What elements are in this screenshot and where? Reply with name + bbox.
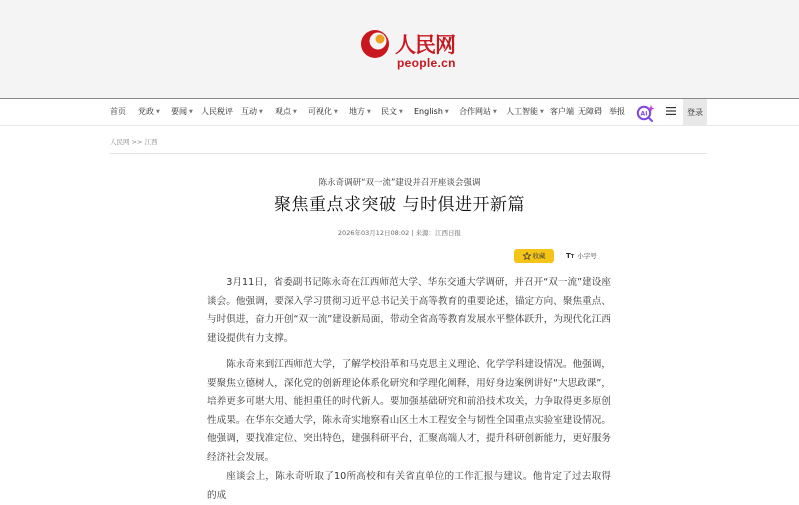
nav-item-partners[interactable] [459, 105, 497, 119]
breadcrumb-section-link[interactable]: 江西 [144, 138, 158, 146]
chevron-down-icon: ▼ [540, 109, 544, 115]
chevron-down-icon: ▼ [156, 109, 160, 115]
logo-swirl-icon [359, 28, 391, 60]
nav-item-interaction[interactable] [241, 105, 263, 119]
main-navigation [0, 98, 799, 126]
nav-label: 观点 [275, 107, 291, 116]
article-paragraph: 3月11日，省委副书记陈永奇在江西师范大学、华东交通大学调研，并召开“双一流”建设座谈会。他强调，要深入学习贯彻习近平总书记关于高等教育的重要论述，锚定方向、聚焦重点、与时俱进，奋力开创“双一流”建设新局面，带动全省高等教育发展水平整体跃升，为现代化江西建设提供有力支撑。 [207, 277, 611, 344]
menu-icon[interactable] [665, 105, 677, 117]
breadcrumb-separator: >> [131, 138, 143, 146]
nav-label: 地方 [349, 107, 365, 116]
nav-label: 人工智能 [506, 107, 538, 116]
logo-text-cn: 人民网 [395, 32, 455, 57]
favorite-button[interactable] [514, 249, 554, 263]
nav-label: 无障碍 [578, 107, 602, 116]
nav-item-news[interactable] [171, 105, 193, 119]
header-banner [0, 0, 799, 98]
nav-item-ethnic[interactable] [381, 105, 403, 119]
chevron-down-icon: ▼ [444, 109, 449, 115]
nav-label: 人民税评 [201, 107, 233, 116]
nav-label: 举报 [609, 107, 625, 116]
article-subtitle: 陈永奇调研“双一流”建设并召开座谈会强调 [318, 178, 481, 188]
article-paragraph: 座谈会上，陈永奇听取了10所高校和有关省直单位的工作汇报与建议。他肯定了过去取得的成 [207, 471, 611, 501]
nav-label: 要闻 [171, 107, 187, 116]
nav-item-app[interactable] [550, 105, 574, 119]
nav-label: 客户端 [550, 107, 574, 116]
nav-label: 首页 [110, 107, 126, 116]
nav-item-party[interactable] [138, 105, 160, 119]
chevron-down-icon: ▼ [334, 109, 338, 115]
login-button[interactable]: 登录 [683, 99, 707, 126]
chevron-down-icon: ▼ [367, 109, 371, 115]
divider [110, 153, 707, 154]
nav-label: 党政 [138, 107, 154, 116]
font-size-toggle[interactable] [566, 249, 606, 263]
breadcrumb-home-link[interactable]: 人民网 [110, 138, 130, 146]
nav-label: 民文 [381, 107, 397, 116]
nav-item-opinion[interactable] [275, 105, 297, 119]
article-paragraph: 陈永奇来到江西师范大学，了解学校沿革和马克思主义理论、化学学科建设情况。他强调，要聚焦立德树人，深化党的创新理论体系化研究和学理化阐释，用好身边案例讲好“大思政课”，培养更多可堪大用、能担重任的时代新人。要加强基础研究和前沿技术攻关，力争取得更多原创性成果。在华东交通大学，陈永奇实地察看山区土木工程安全与韧性全国重点实验室建设情况。他强调，要找准定位、突出特色，建强科研平台，汇聚高端人才，提升科研创新能力，更好服务经济社会发展。 [207, 359, 611, 463]
nav-item-commentary[interactable] [201, 105, 233, 119]
chevron-down-icon: ▼ [399, 109, 403, 115]
nav-item-visual[interactable] [308, 105, 338, 119]
nav-label: 互动 [241, 107, 257, 116]
nav-item-home[interactable] [110, 105, 126, 119]
chevron-down-icon: ▼ [493, 109, 497, 115]
nav-item-local[interactable] [349, 105, 371, 119]
favorite-label: 收藏 [532, 252, 546, 260]
logo-text-domain: people.cn [397, 56, 456, 70]
people-cn-logo[interactable] [359, 28, 459, 70]
nav-label: 可视化 [308, 107, 332, 116]
nav-label: 合作网站 [459, 107, 491, 116]
breadcrumb [110, 137, 158, 146]
chevron-down-icon: ▼ [259, 109, 263, 115]
svg-text:AI: AI [640, 110, 648, 118]
article-meta: 2026年03月12日08:02 | 来源：江西日报 [337, 229, 462, 237]
star-icon [523, 252, 531, 260]
nav-item-english[interactable] [414, 105, 449, 119]
nav-item-report[interactable] [609, 105, 625, 119]
article-title: 聚焦重点求突破 与时俱进开新篇 [274, 195, 525, 215]
ai-search-icon[interactable] [635, 103, 655, 123]
font-size-label: 小字号 [577, 252, 597, 260]
chevron-down-icon: ▼ [189, 109, 193, 115]
nav-item-accessibility[interactable] [578, 105, 602, 119]
chevron-down-icon: ▼ [293, 109, 297, 115]
font-size-icon: TT [566, 251, 575, 260]
nav-item-ai[interactable] [506, 105, 544, 119]
nav-label: English [414, 107, 443, 116]
